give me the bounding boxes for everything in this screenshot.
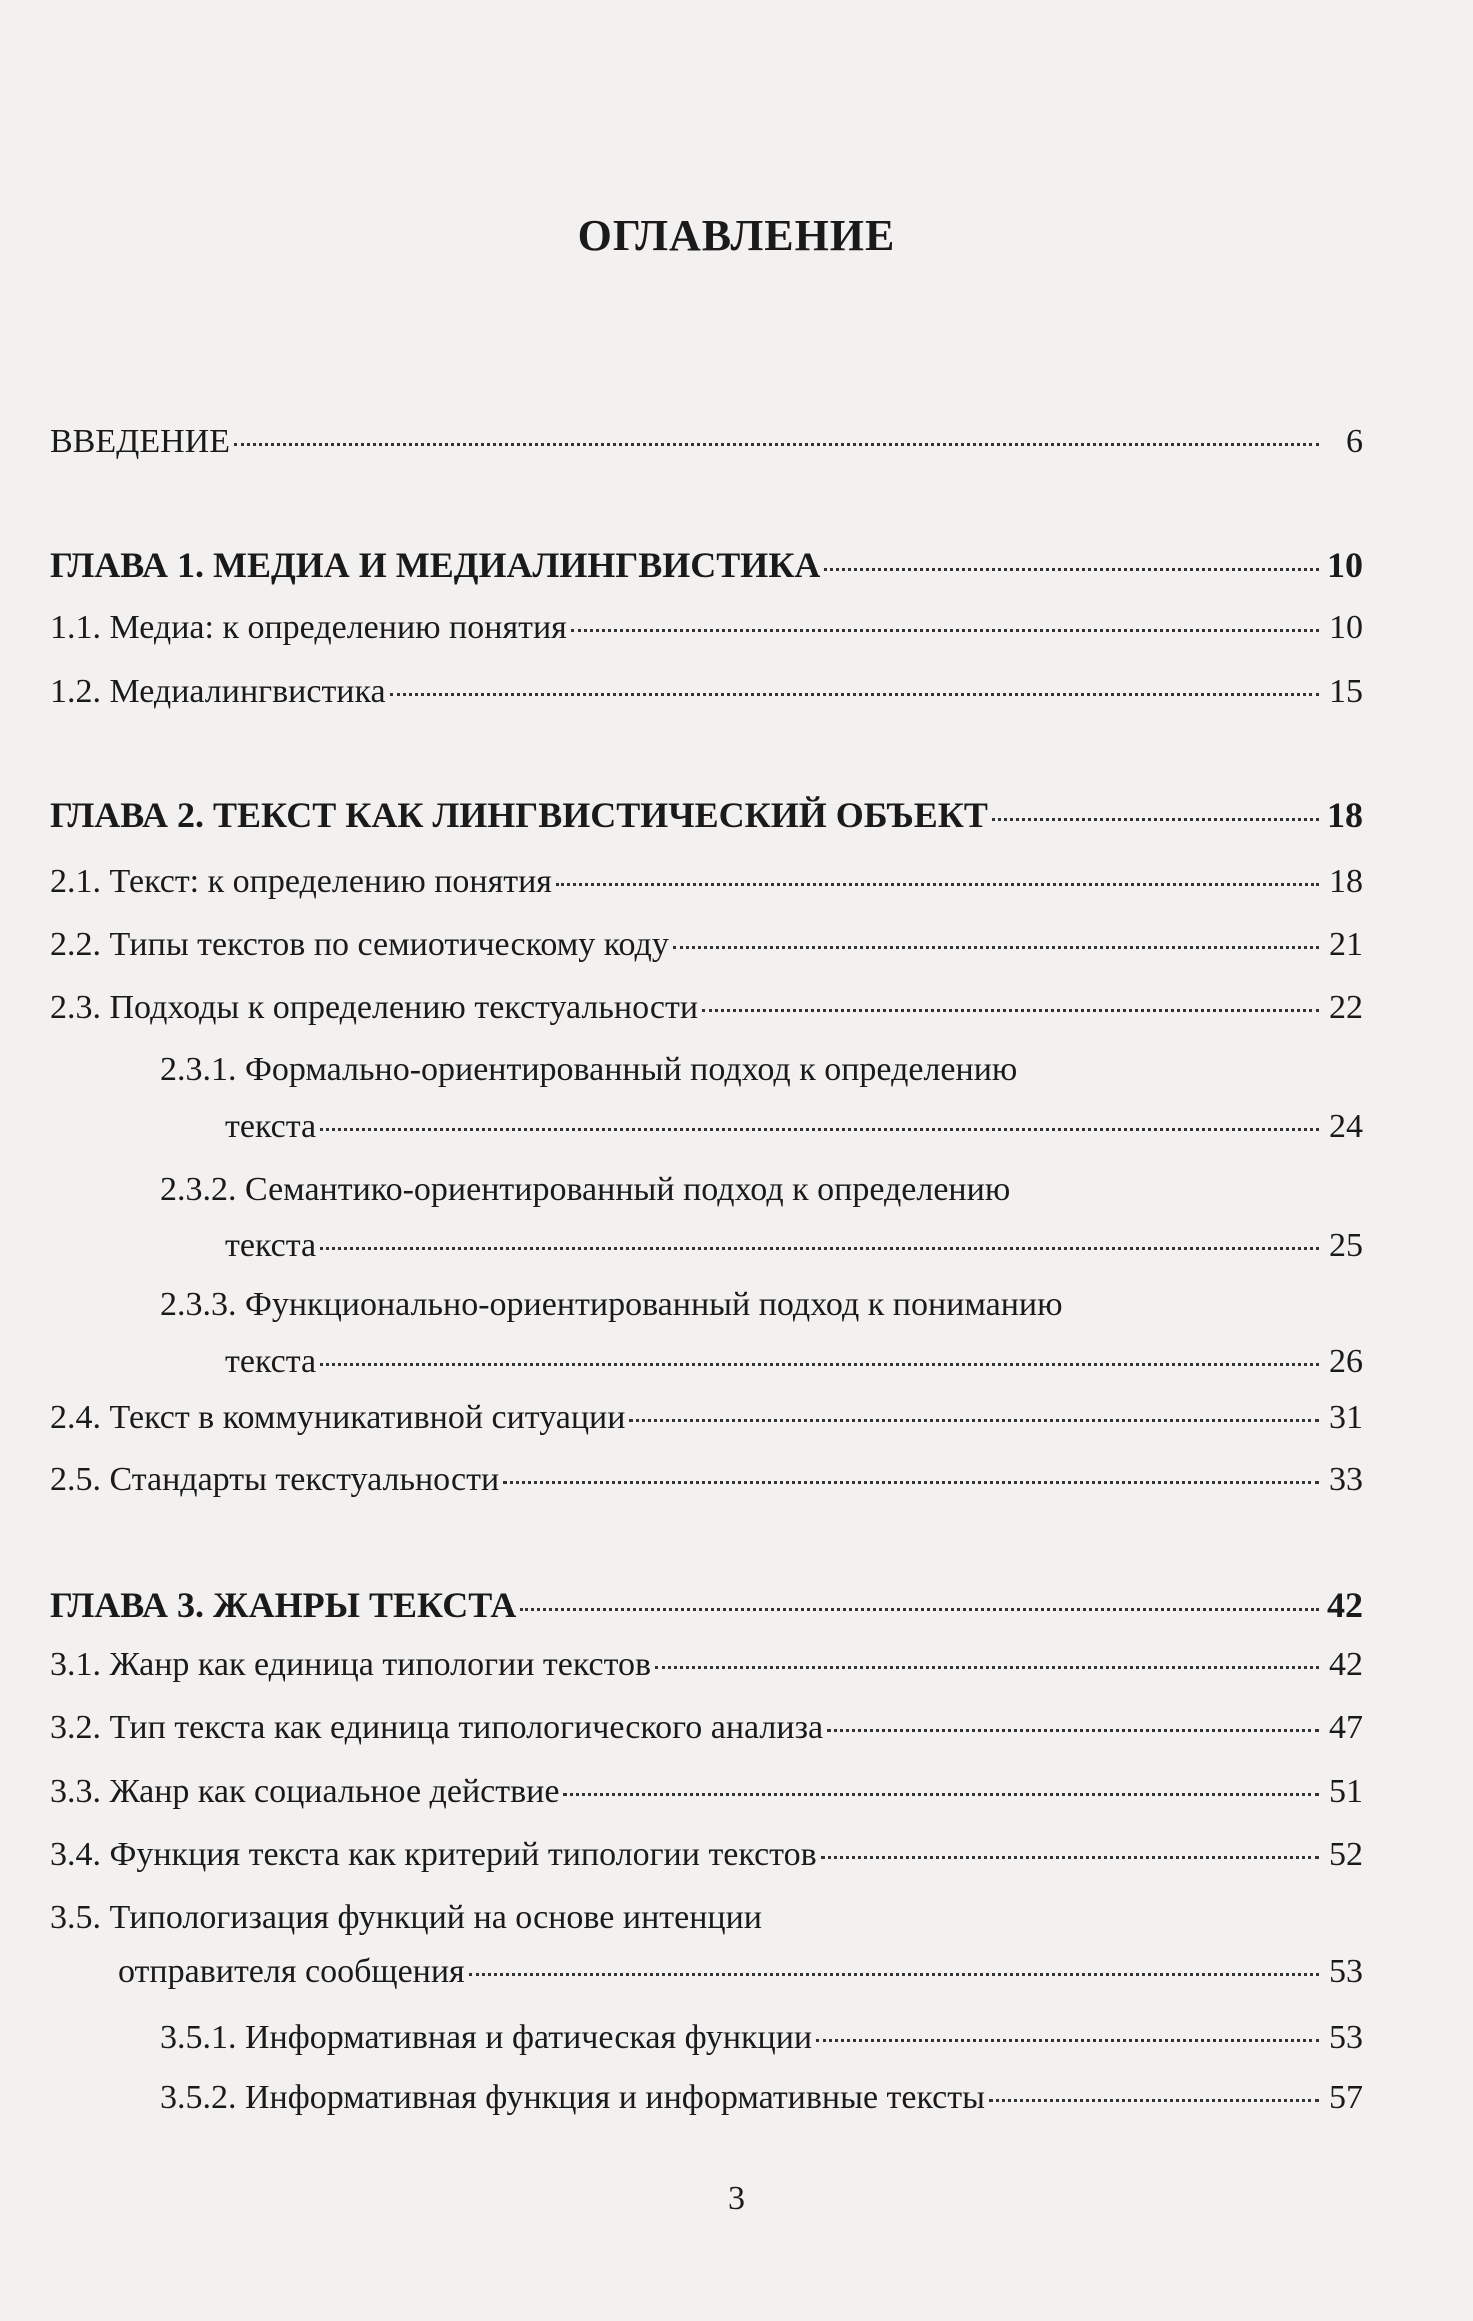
toc-entry-label: ГЛАВА 3. ЖАНРЫ ТЕКСТА: [50, 1585, 517, 1625]
toc-entry-label: текста: [225, 1343, 317, 1380]
dot-leader: [702, 1009, 1319, 1012]
toc-entry-3-5-2: [160, 2078, 1363, 2118]
toc-entry-label: 3.4. Функция текста как критерий типологии текстов: [50, 1836, 817, 1873]
toc-entry-page: 18: [1327, 795, 1363, 835]
toc-entry-page: 52: [1329, 1836, 1363, 1873]
toc-entry-1-1: [50, 608, 1363, 648]
toc-entry-label: ГЛАВА 2. ТЕКСТ КАК ЛИНГВИСТИЧЕСКИЙ ОБЪЕКТ: [50, 795, 988, 835]
dot-leader: [390, 693, 1319, 696]
toc-entry-2-3-2-line1: 2.3.2. Семантико-ориентированный подход к определению: [160, 1171, 1011, 1208]
toc-entry-2-1: [50, 862, 1363, 902]
toc-entry-3-3: [50, 1772, 1363, 1812]
dot-leader: [234, 443, 1319, 446]
toc-entry-2-3-1-line1: 2.3.1. Формально-ориентированный подход к определению: [160, 1051, 1018, 1088]
dot-leader: [992, 818, 1319, 821]
dot-leader: [629, 1419, 1319, 1422]
toc-entry-label: 2.2. Типы текстов по семиотическому коду: [50, 926, 669, 963]
toc-entry-1-2: [50, 672, 1363, 712]
dot-leader: [816, 2039, 1319, 2042]
toc-entry-label: 3.1. Жанр как единица типологии текстов: [50, 1646, 652, 1683]
dot-leader: [320, 1247, 1319, 1250]
page-number: 3: [728, 2180, 745, 2217]
toc-entry-page: 53: [1329, 2019, 1363, 2056]
toc-entry-label: 2.1. Текст: к определению понятия: [50, 863, 552, 900]
toc-entry-2-3-3: [225, 1342, 1363, 1382]
toc-entry-page: 47: [1329, 1709, 1363, 1746]
toc-entry-page: 10: [1327, 545, 1363, 585]
toc-entry-label: 2.5. Стандарты текстуальности: [50, 1461, 500, 1498]
toc-entry-page: 42: [1329, 1646, 1363, 1683]
toc-entry-page: 21: [1329, 926, 1363, 963]
toc-entry-2-4: [50, 1398, 1363, 1438]
toc-entry-page: 57: [1329, 2079, 1363, 2116]
toc-entry-label: 3.3. Жанр как социальное действие: [50, 1773, 560, 1810]
dot-leader: [989, 2099, 1319, 2102]
toc-entry-page: 10: [1329, 609, 1363, 646]
toc-entry-label: 1.1. Медиа: к определению понятия: [50, 609, 567, 646]
dot-leader: [556, 883, 1319, 886]
toc-entry-label: 2.4. Текст в коммуникативной ситуации: [50, 1399, 626, 1436]
toc-entry-2-2: [50, 925, 1363, 965]
dot-leader: [563, 1793, 1319, 1796]
toc-entry-page: 15: [1329, 673, 1363, 710]
toc-entry-page: 24: [1329, 1108, 1363, 1145]
toc-entry-3-4: [50, 1835, 1363, 1875]
dot-leader: [824, 568, 1319, 571]
toc-entry-3-5-line1: 3.5. Типологизация функций на основе интенции: [50, 1899, 762, 1936]
toc-entry-label: 3.5.1. Информативная и фатическая функции: [160, 2019, 813, 2056]
toc-entry-chapter-2: [50, 795, 1363, 835]
toc-entry-page: 26: [1329, 1343, 1363, 1380]
toc-entry-page: 31: [1329, 1399, 1363, 1436]
dot-leader: [320, 1128, 1319, 1131]
toc-entry-3-5: [118, 1952, 1363, 1992]
toc-entry-label: текста: [225, 1227, 317, 1264]
toc-entry-page: 6: [1346, 423, 1363, 460]
dot-leader: [821, 1856, 1319, 1859]
toc-entry-page: 25: [1329, 1227, 1363, 1264]
dot-leader: [520, 1608, 1319, 1611]
toc-entry-label: 2.3. Подходы к определению текстуальности: [50, 989, 699, 1026]
toc-entry-2-3-3-line1: 2.3.3. Функционально-ориентированный подход к пониманию: [160, 1286, 1063, 1323]
toc-entry-page: 53: [1329, 1953, 1363, 1990]
dot-leader: [320, 1363, 1319, 1366]
dot-leader: [503, 1481, 1319, 1484]
toc-entry-label: 1.2. Медиалингвистика: [50, 673, 386, 710]
toc-entry-label: текста: [225, 1108, 317, 1145]
toc-entry-2-3-2: [225, 1226, 1363, 1266]
dot-leader: [655, 1666, 1319, 1669]
toc-entry-3-1: [50, 1645, 1363, 1685]
toc-entry-page: 42: [1327, 1585, 1363, 1625]
dot-leader: [571, 629, 1319, 632]
toc-entry-label: 3.2. Тип текста как единица типологического анализа: [50, 1709, 824, 1746]
dot-leader: [469, 1973, 1319, 1976]
toc-entry-3-2: [50, 1708, 1363, 1748]
toc-entry-page: 22: [1329, 989, 1363, 1026]
toc-entry-2-3-1: [225, 1107, 1363, 1147]
toc-entry-chapter-3: [50, 1585, 1363, 1625]
toc-title: ОГЛАВЛЕНИЕ: [577, 211, 896, 260]
toc-entry-page: 51: [1329, 1773, 1363, 1810]
dot-leader: [827, 1729, 1319, 1732]
toc-entry-2-5: [50, 1460, 1363, 1500]
toc-entry-label: ГЛАВА 1. МЕДИА И МЕДИАЛИНГВИСТИКА: [50, 545, 821, 585]
toc-entry-chapter-1: [50, 545, 1363, 585]
toc-entry-introduction: [50, 422, 1363, 462]
toc-entry-2-3: [50, 988, 1363, 1028]
toc-entry-label: отправителя сообщения: [118, 1953, 465, 1990]
dot-leader: [673, 946, 1319, 949]
toc-entry-label: 3.5.2. Информативная функция и информативные тексты: [160, 2079, 985, 2116]
toc-entry-page: 18: [1329, 863, 1363, 900]
toc-entry-page: 33: [1329, 1461, 1363, 1498]
toc-entry-label: ВВЕДЕНИЕ: [50, 423, 230, 460]
toc-entry-3-5-1: [160, 2018, 1363, 2058]
